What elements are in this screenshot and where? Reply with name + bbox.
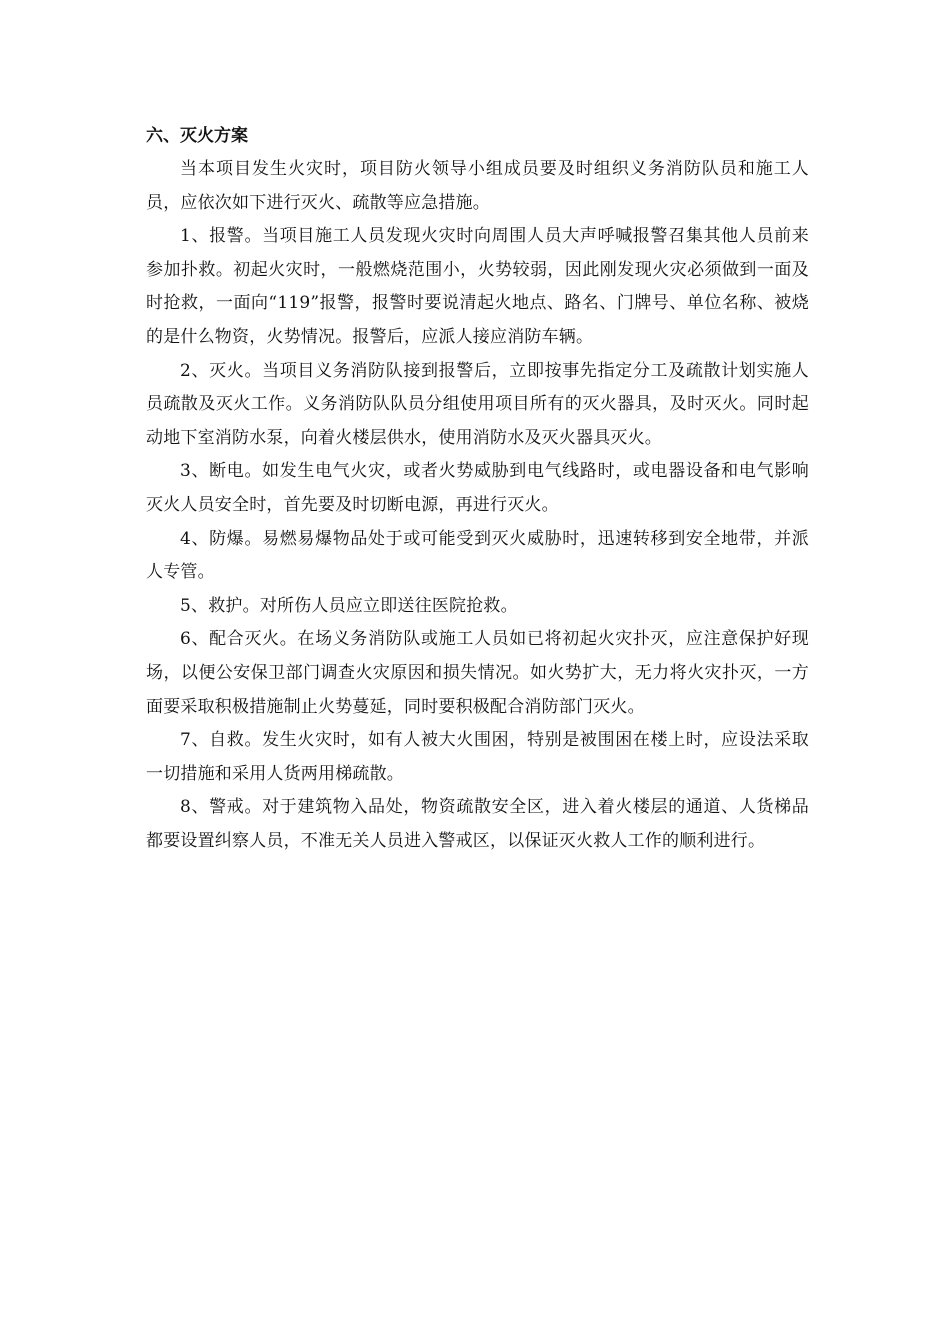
- paragraph-self-rescue: 7、自救。发生火灾时，如有人被大火围困，特别是被围困在楼上时，应设法采取一切措施和采用人货两用梯疏散。: [146, 730, 809, 784]
- paragraph-rescue: 5、救护。对所伤人员应立即送往医院抢救。: [180, 595, 518, 616]
- paragraph-alarm: 1、报警。当项目施工人员发现火灾时向周围人员大声呼喊报警召集其他人员前来参加扑救。初起火灾时，一般燃烧范围小，火势较弱，因此刚发现火灾必须做到一面及时抢救，一面向“119”报警，报警时要说清起火地点、路名、门牌号、单位名称、被烧的是什么物资，火势情况。报警后，应派人接应消防车辆。: [146, 226, 809, 347]
- paragraph-power-off: 3、断电。如发生电气火灾，或者火势威胁到电气线路时，或电器设备和电气影响灭火人员安全时，首先要及时切断电源，再进行灭火。: [146, 461, 809, 515]
- section-heading: 六、灭火方案: [146, 126, 248, 146]
- paragraph-intro: 当本项目发生火灾时，项目防火领导小组成员要及时组织义务消防队员和施工人员，应依次如下进行灭火、疏散等应急措施。: [146, 159, 809, 213]
- document-body: [146, 120, 809, 858]
- paragraph-explosion-prevention: 4、防爆。易燃易爆物品处于或可能受到灭火威胁时，迅速转移到安全地带，并派人专管。: [146, 528, 809, 583]
- paragraph-cooperate: 6、配合灭火。在场义务消防队或施工人员如已将初起火灾扑灭，应注意保护好现场，以便公安保卫部门调查火灾原因和损失情况。如火势扩大，无力将火灾扑灭，一方面要采取积极措施制止火势蔓延，同时要积极配合消防部门灭火。: [146, 629, 809, 717]
- paragraph-cordon: 8、警戒。对于建筑物入品处，物资疏散安全区，进入着火楼层的通道、人货梯品都要设置纠察人员，不准无关人员进入警戒区，以保证灭火救人工作的顺利进行。: [146, 797, 809, 851]
- paragraph-extinguish: 2、灭火。当项目义务消防队接到报警后，立即按事先指定分工及疏散计划实施人员疏散及灭火工作。义务消防队队员分组使用项目所有的灭火器具，及时灭火。同时起动地下室消防水泵，向着火楼层供水，使用消防水及灭火器具灭火。: [146, 360, 809, 448]
